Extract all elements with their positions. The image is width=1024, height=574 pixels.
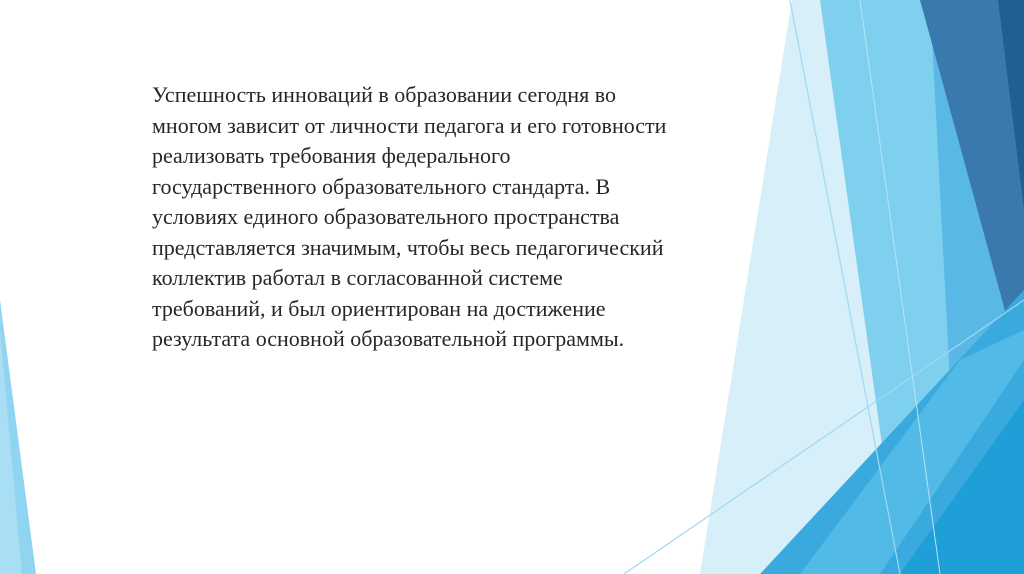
text-line: коллектив работал в согласованной системе — [152, 265, 563, 290]
text-line: требований, и был ориентирован на достижение — [152, 295, 606, 321]
text-line: Успешность инноваций в образовании сегодня во — [152, 82, 616, 107]
text-line: условиях единого образовательного пространства — [152, 204, 620, 229]
text-line: результата основной образовательной программы. — [152, 326, 625, 351]
slide-body-text — [152, 80, 772, 355]
text-line: реализовать требования федерального — [152, 143, 511, 168]
text-line: многом зависит от личности педагога и его готовности — [152, 112, 667, 138]
text-line: представляется значимым, чтобы весь педагогический — [152, 234, 664, 260]
text-line: государственного образовательного стандарта. В — [152, 173, 611, 199]
